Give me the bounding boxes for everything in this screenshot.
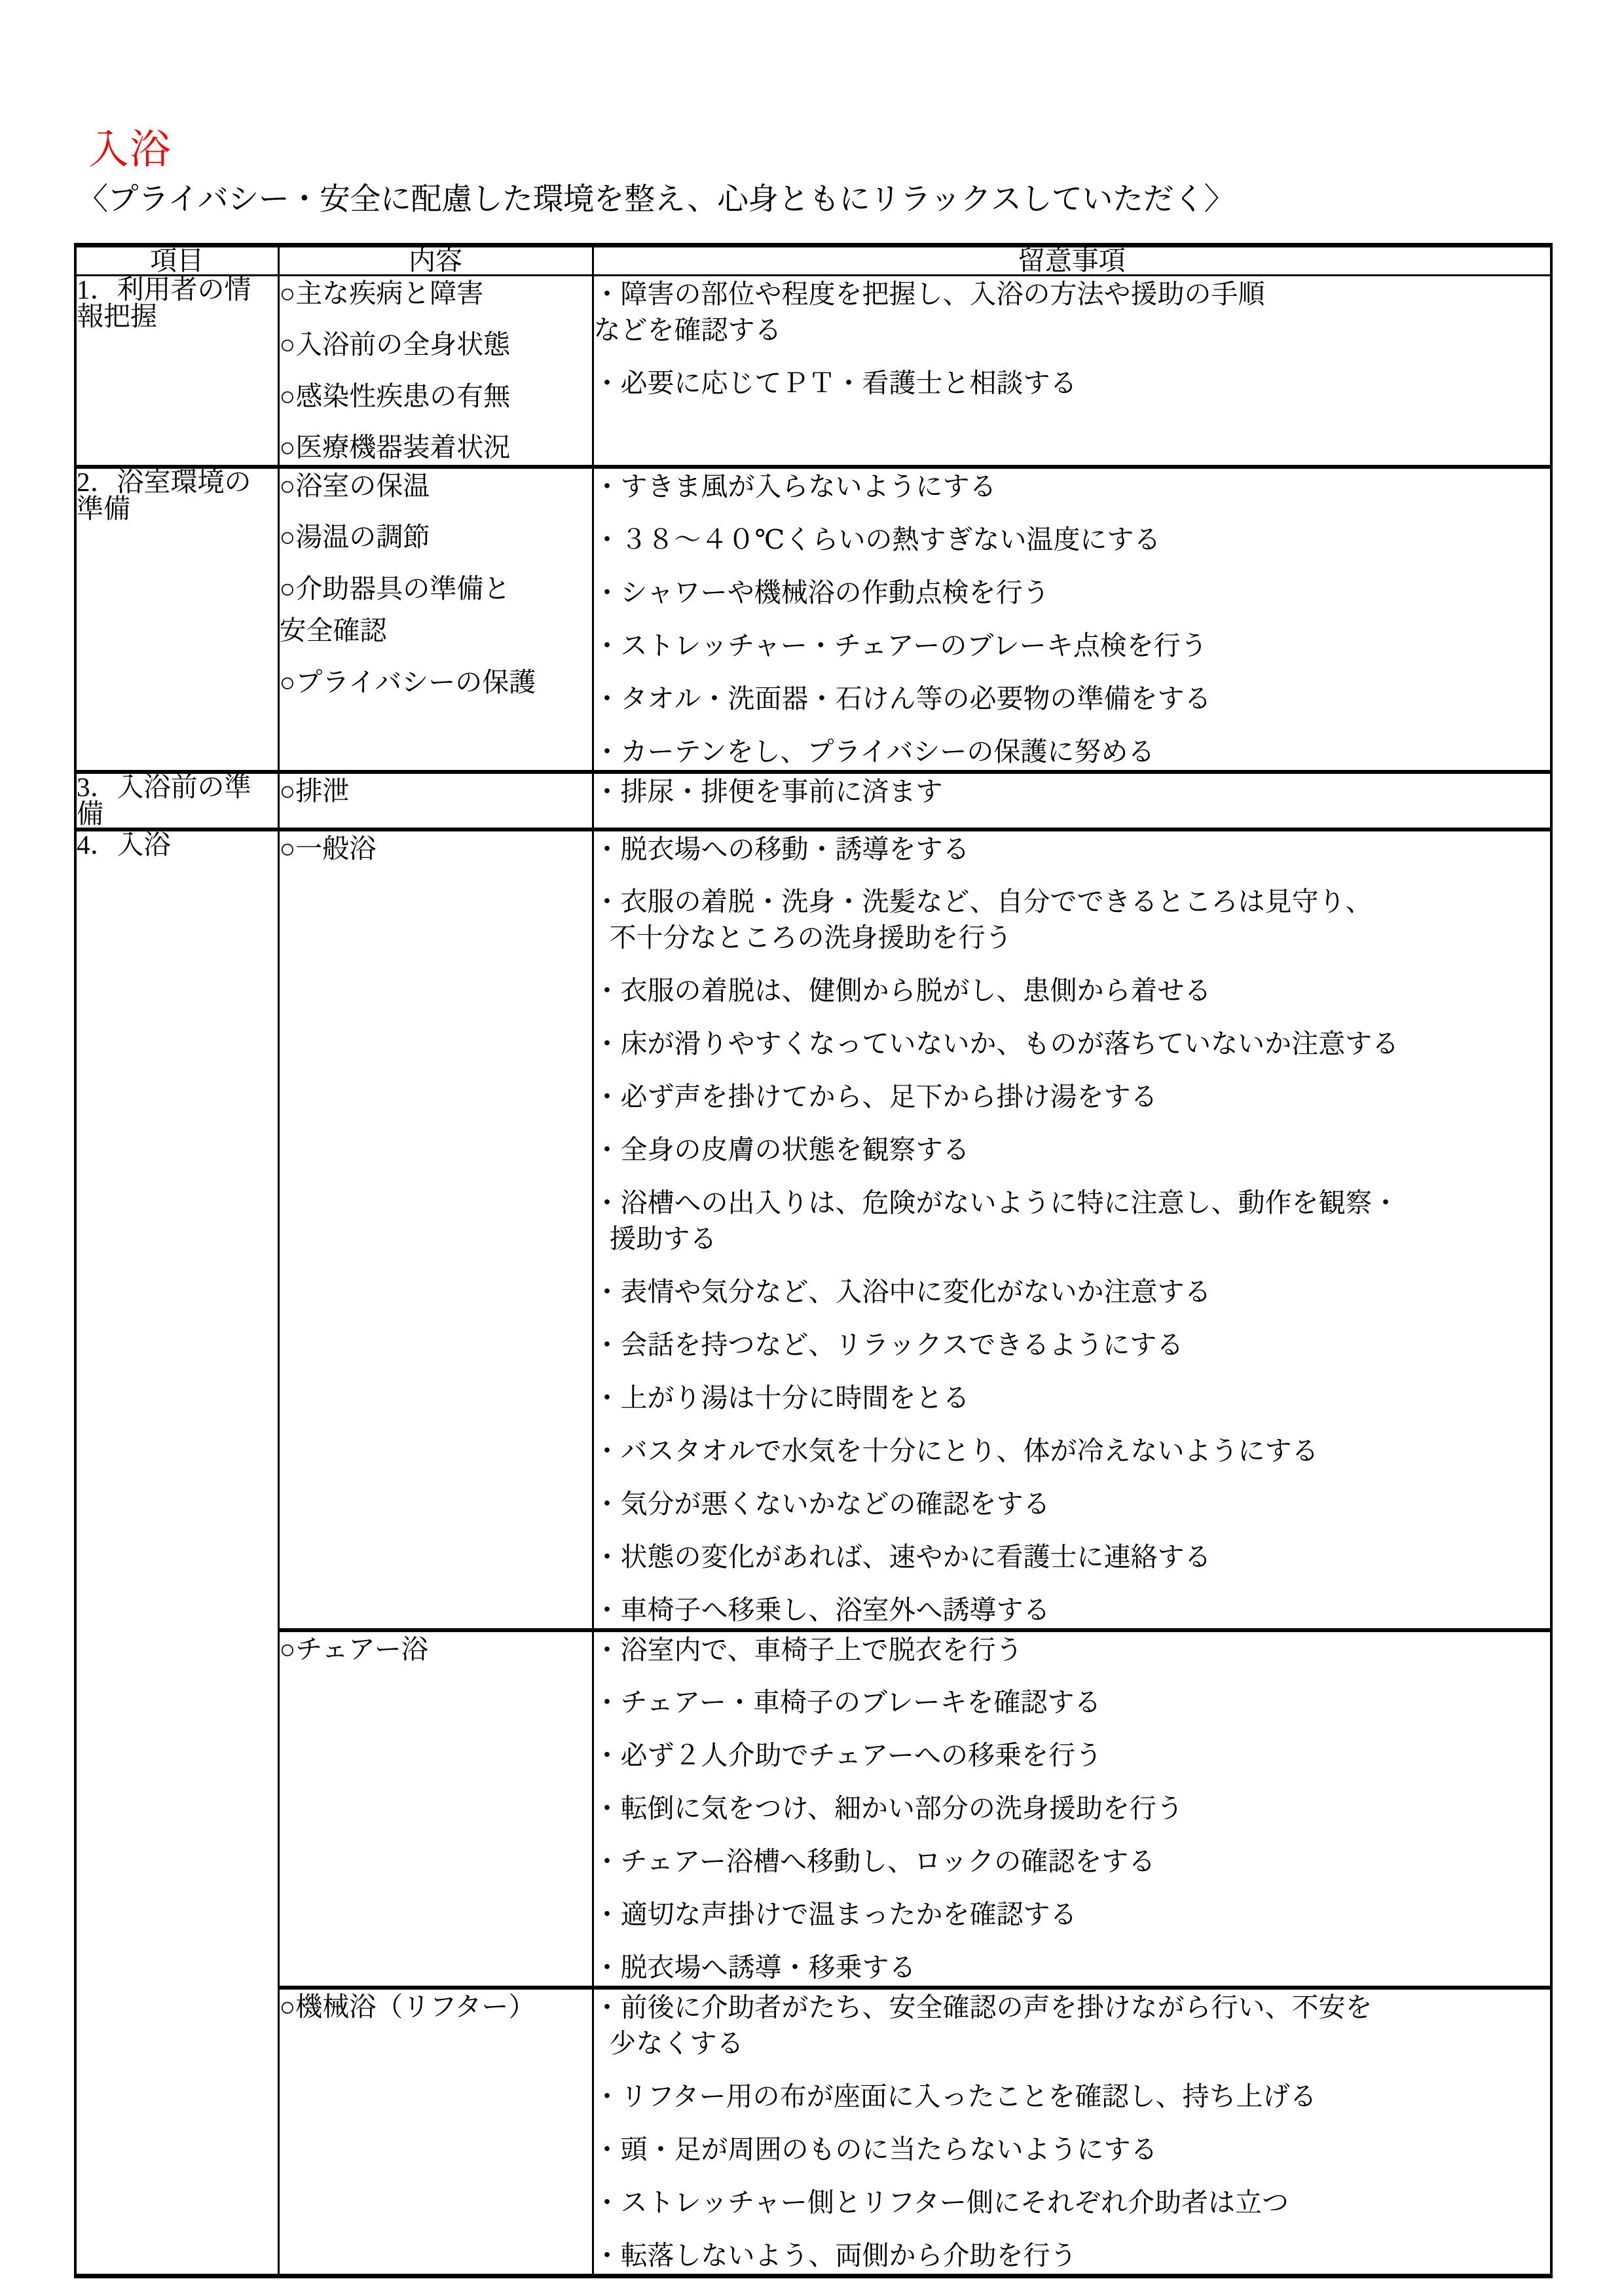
row-notes-cell <box>593 829 1551 1630</box>
list-item: ○主な疾病と障害 <box>279 278 484 308</box>
notes-list <box>594 469 1551 770</box>
table-row <box>75 772 1551 829</box>
notes-list <box>594 1632 1551 1986</box>
note-line-cont: 援助する <box>609 1224 717 1254</box>
list-item: ・カーテンをし、プライバシーの保護に努める <box>593 736 1155 767</box>
row-notes-cell <box>593 467 1551 772</box>
list-item <box>594 884 1551 956</box>
list-item: ・すきま風が入らないようにする <box>593 471 997 501</box>
table-header <box>75 246 1551 276</box>
content-list <box>280 276 592 465</box>
list-item: ・バスタオルで水気を十分にとり、体が冷えないようにする <box>593 1435 1319 1466</box>
row-notes-cell <box>593 772 1551 829</box>
list-item: ○排泄 <box>279 775 350 806</box>
list-item: ・気分が悪くないかなどの確認をする <box>593 1488 1050 1519</box>
column-header-notes: 留意事項 <box>593 246 1551 276</box>
column-header-item: 項目 <box>75 246 278 276</box>
content-list <box>280 831 592 866</box>
item-text: 1．利用者の情報把握 <box>77 274 251 331</box>
list-item: 安全確認 <box>279 615 387 646</box>
bathing-care-table <box>74 243 1553 2278</box>
list-item: ・ストレッチャー側とリフター側にそれぞれ介助者は立つ <box>593 2187 1289 2217</box>
list-item: ・タオル・洗面器・石けん等の必要物の準備をする <box>593 683 1211 714</box>
row-content-cell <box>278 276 593 467</box>
list-item: ○介助器具の準備と <box>279 573 511 604</box>
notes-list <box>594 831 1551 1628</box>
row-notes-cell <box>593 1988 1551 2276</box>
row-item-label <box>75 772 278 829</box>
item-text: 4．入浴 <box>77 829 171 860</box>
item-text: 3．入浴前の準備 <box>77 771 251 829</box>
row-item-label <box>75 276 278 467</box>
row-content-cell <box>278 1988 593 2276</box>
table-header-row <box>75 246 1551 276</box>
list-item: ○感染性疾患の有無 <box>279 380 511 411</box>
content-list <box>280 774 592 808</box>
column-header-content: 内容 <box>278 246 593 276</box>
list-item: ・浴室内で、車椅子上で脱衣を行う <box>593 1634 1023 1665</box>
row-item-label <box>75 467 278 772</box>
list-item: ・３８〜４０℃くらいの熱すぎない温度にする <box>593 524 1161 555</box>
page-title: 入浴 <box>88 128 172 172</box>
list-item: ・排尿・排便を事前に済ます <box>593 776 943 807</box>
row-notes-cell <box>593 276 1551 467</box>
list-item: ・チェアー浴槽へ移動し、ロックの確認をする <box>593 1846 1156 1877</box>
list-item: ○医療機器装着状況 <box>279 432 511 463</box>
list-item <box>594 1185 1551 1257</box>
list-item: ・必ず２人介助でチェアーへの移乗を行う <box>593 1740 1103 1771</box>
list-item: ・脱衣場へ誘導・移乗する <box>593 1952 916 1983</box>
list-item: ○機械浴（リフター） <box>279 1992 536 2022</box>
list-item: ・ストレッチャー・チェアーのブレーキ点検を行う <box>593 630 1208 661</box>
list-item: ・必ず声を掛けてから、足下から掛け湯をする <box>593 1082 1158 1112</box>
list-item: ・車椅子へ移乗し、浴室外へ誘導する <box>593 1594 1050 1625</box>
note-line-cont: などを確認する <box>593 314 782 345</box>
note-line: ・前後に介助者がたち、安全確認の声を掛けながら行い、不安を <box>593 1992 1373 2023</box>
content-list <box>280 1990 592 2024</box>
page-subtitle: 〈プライバシー・安全に配慮した環境を整え、心身ともにリラックスしていただく〉 <box>77 183 1235 217</box>
notes-list <box>594 774 1551 810</box>
list-item: ・表情や気分など、入浴中に変化がないか注意する <box>593 1276 1211 1307</box>
table-row <box>75 1630 1551 1988</box>
table-row <box>75 829 1551 1630</box>
row-notes-cell <box>593 1630 1551 1988</box>
list-item: ・脱衣場への移動・誘導をする <box>593 833 970 864</box>
content-list <box>280 469 592 699</box>
table-row <box>75 276 1551 467</box>
list-item: ・転倒に気をつけ、細かい部分の洗身援助を行う <box>593 1793 1183 1824</box>
list-item: ・会話を持つなど、リラックスできるようにする <box>593 1329 1184 1360</box>
notes-list <box>594 276 1551 401</box>
note-line: ・衣服の着脱・洗身・洗髪など、自分でできるところは見守り、 <box>593 886 1373 917</box>
notes-list <box>594 1990 1551 2274</box>
list-item: ・頭・足が周囲のものに当たらないようにする <box>593 2134 1158 2164</box>
row-content-cell <box>278 1630 593 1988</box>
list-item: ・適切な声掛けで温まったかを確認する <box>593 1899 1077 1930</box>
list-item: ○プライバシーの保護 <box>279 666 536 697</box>
list-item: ・全身の皮膚の状態を観察する <box>593 1135 970 1165</box>
list-item: ○入浴前の全身状態 <box>279 329 511 360</box>
list-item <box>594 276 1551 348</box>
note-line-cont: 不十分なところの洗身援助を行う <box>609 922 1012 953</box>
list-item: ・衣服の着脱は、健側から脱がし、患側から着せる <box>593 975 1211 1006</box>
list-item: ○一般浴 <box>279 833 377 864</box>
list-item: ・必要に応じてＰＴ・看護士と相談する <box>593 367 1077 398</box>
table-row <box>75 467 1551 772</box>
content-list <box>280 1632 592 1666</box>
note-line-cont: 少なくする <box>609 2028 744 2058</box>
list-item: ○浴室の保温 <box>279 470 430 501</box>
list-item: ・チェアー・車椅子のブレーキを確認する <box>593 1687 1101 1718</box>
note-line: ・浴槽への出入りは、危険がないように特に注意し、動作を観察・ <box>593 1188 1399 1218</box>
row-content-cell <box>278 829 593 1630</box>
row-content-cell <box>278 467 593 772</box>
item-text: 2．浴室環境の準備 <box>77 466 251 524</box>
list-item: ・床が滑りやすくなっていないか、ものが落ちていないか注意する <box>593 1029 1399 1059</box>
list-item: ○チェアー浴 <box>279 1633 428 1664</box>
row-content-cell <box>278 772 593 829</box>
list-item: ・リフター用の布が座面に入ったことを確認し、持ち上げる <box>593 2081 1317 2111</box>
list-item <box>594 1990 1551 2062</box>
table-row <box>75 1988 1551 2276</box>
list-item: ・上がり湯は十分に時間をとる <box>593 1382 970 1413</box>
row-item-label <box>75 829 278 2276</box>
note-line: ・障害の部位や程度を把握し、入浴の方法や援助の手順 <box>593 279 1265 309</box>
list-item: ○湯温の調節 <box>279 522 430 553</box>
list-item: ・シャワーや機械浴の作動点検を行う <box>593 577 1050 608</box>
list-item: ・転落しないよう、両側から介助を行う <box>593 2240 1077 2270</box>
table-body <box>75 276 1551 2276</box>
list-item: ・状態の変化があれば、速やかに看護士に連絡する <box>593 1541 1211 1572</box>
